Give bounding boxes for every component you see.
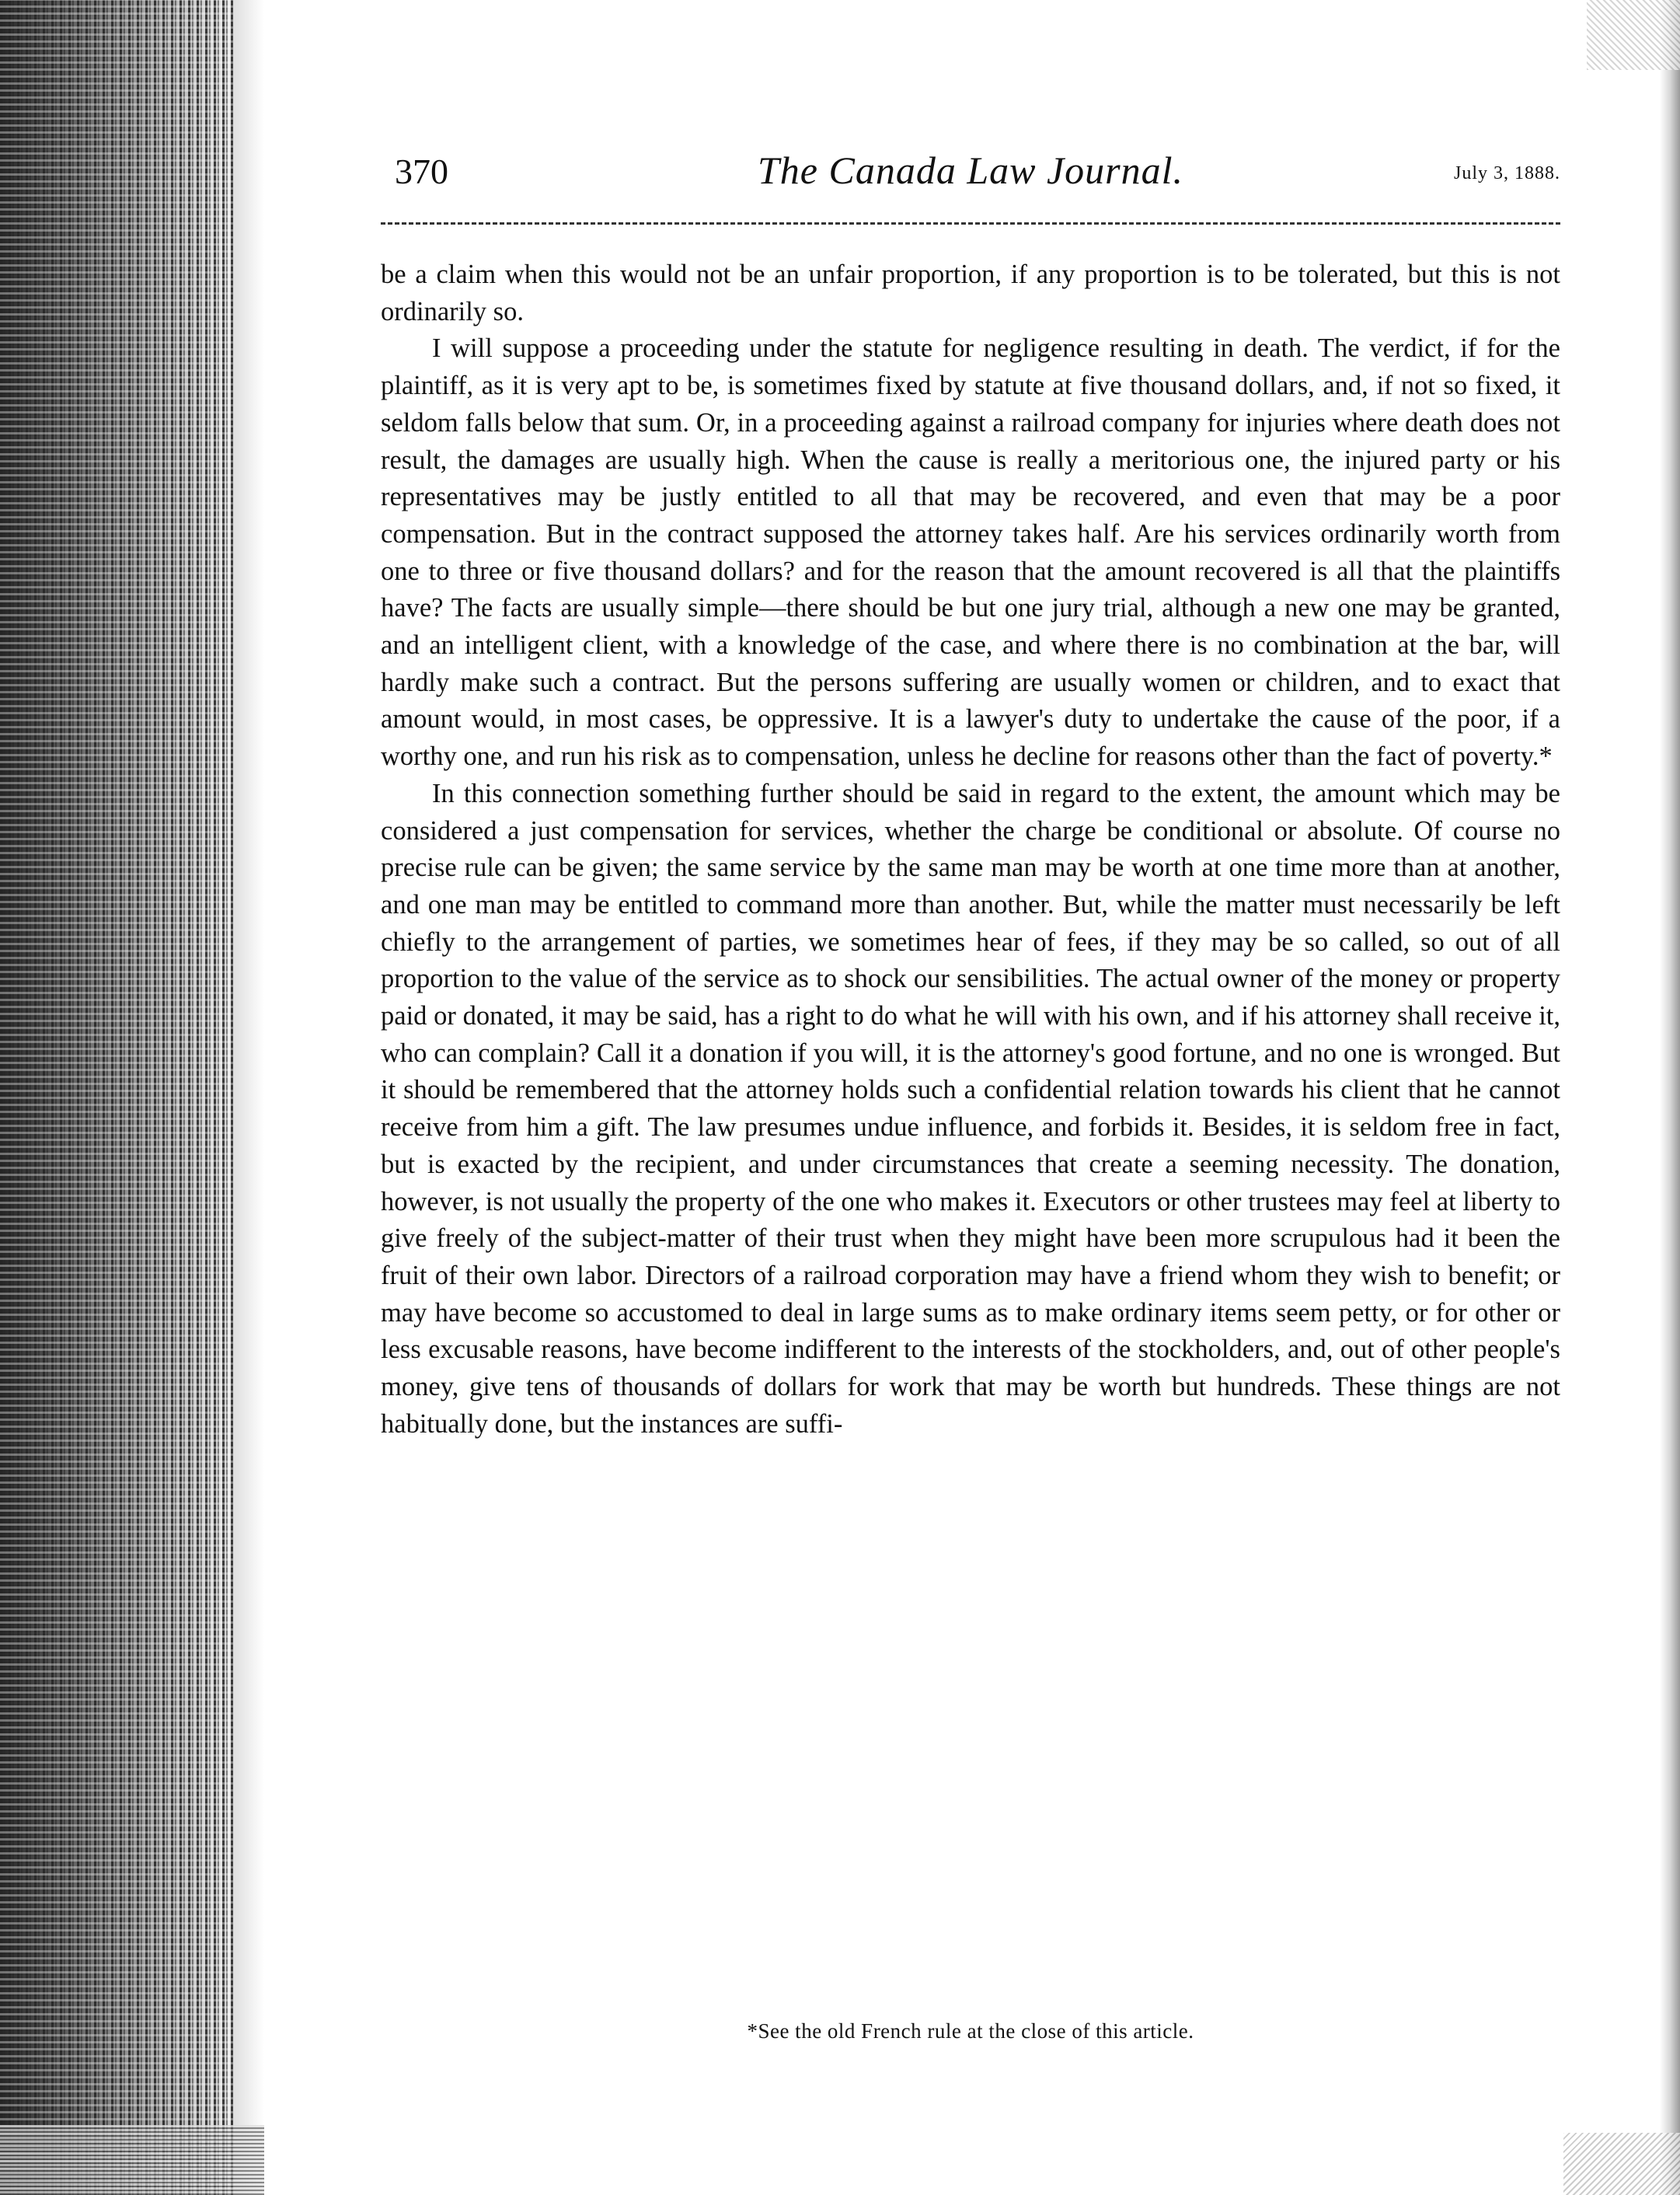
scan-corner-bottom-right [1563,2133,1680,2195]
header-rule [381,222,1560,225]
paragraph-2: I will suppose a proceeding under the statute for negligence resulting in death. The verdict, if for the plaintiff, as it is very apt to be, is sometimes fixed by statute at five thousand dollars, and, if not so fixed, it seldom falls below that sum. Or, in a proceeding against a railroad company for injuries where death does not result, the damages are usually high. When the cause is really a meritorious one, the injured party or his representatives may be justly entitled to all that may be recovered, and even that may be a poor compensation. But in the contract supposed the attorney takes half. Are his services ordinarily worth from one to three or five thousand dollars? and for the reason that the amount recovered is all that the plaintiffs have? The facts are usually simple—there should be but one jury trial, although a new one may be granted, and an intelligent client, with a knowledge of the case, and where there is no combination at the bar, will hardly make such a contract. But the persons suffering are usually women or children, and to exact that amount would, in most cases, be oppressive. It is a lawyer's duty to undertake the cause of the poor, if a worthy one, and run his risk as to compensation, unless he decline for reasons other than the fact of poverty.* [381,333,1560,772]
footnote: *See the old French rule at the close of this article. [747,2019,1194,2043]
scan-binding-edge [0,0,233,2195]
paragraph-1: be a claim when this would not be an unfair proportion, if any proportion is to be tolerated, but this is not ordinarily so. [381,260,1560,326]
paragraph-3: In this connection something further should be said in regard to the extent, the amount which may be considered a just compensation for services, whether the charge be conditional or absolute. Of course no precise rule can be given; the same service by the same man may be worth at one time more than at another, and one man may be entitled to command more than another. But, while the matter must necessarily be left chiefly to the arrangement of parties, we sometimes hear of fees, if they may be so called, so out of all proportion to the value of the service as to shock our sensibilities. The actual owner of the money or property paid or donated, it may be said, has a right to do what he will with his own, and if his attorney shall receive it, who can complain? Call it a donation if you will, it is the attorney's good fortune, and no one is wronged. But it should be remembered that the attorney holds such a confidential relation towards his client that he cannot receive from him a gift. The law presumes undue influence, and forbids it. Besides, it is seldom free in fact, but is exacted by the recipient, and under circumstances that create a seeming necessity. The donation, however, is not usually the property of the one who makes it. Executors or other trustees may feel at liberty to give freely of the subject-matter of their trust when they might have been more scrupulous had it been the fruit of their own labor. Directors of a railroad corporation may have a friend whom they wish to benefit; or may have become so accustomed to deal in large sums as to make ordinary items seem petty, or for other or less excusable reasons, have become indifferent to the interests of the stockholders, and, out of other people's money, give tens of thousands of dollars for work that may be worth but hundreds. These things are not habitually done, but the instances are suffi- [381,778,1560,1439]
journal-title: The Canada Law Journal. [757,148,1184,192]
running-header [381,148,1560,194]
page-number: 370 [395,152,448,191]
issue-date: July 3, 1888. [1453,163,1560,183]
scan-right-edge [1660,0,1680,2195]
scan-corner-top-right [1587,0,1680,70]
article-body [381,256,1560,1443]
scan-binding-shadow [233,0,264,2195]
scan-corner-bottom-left [0,2125,264,2195]
journal-page [381,148,1560,2043]
